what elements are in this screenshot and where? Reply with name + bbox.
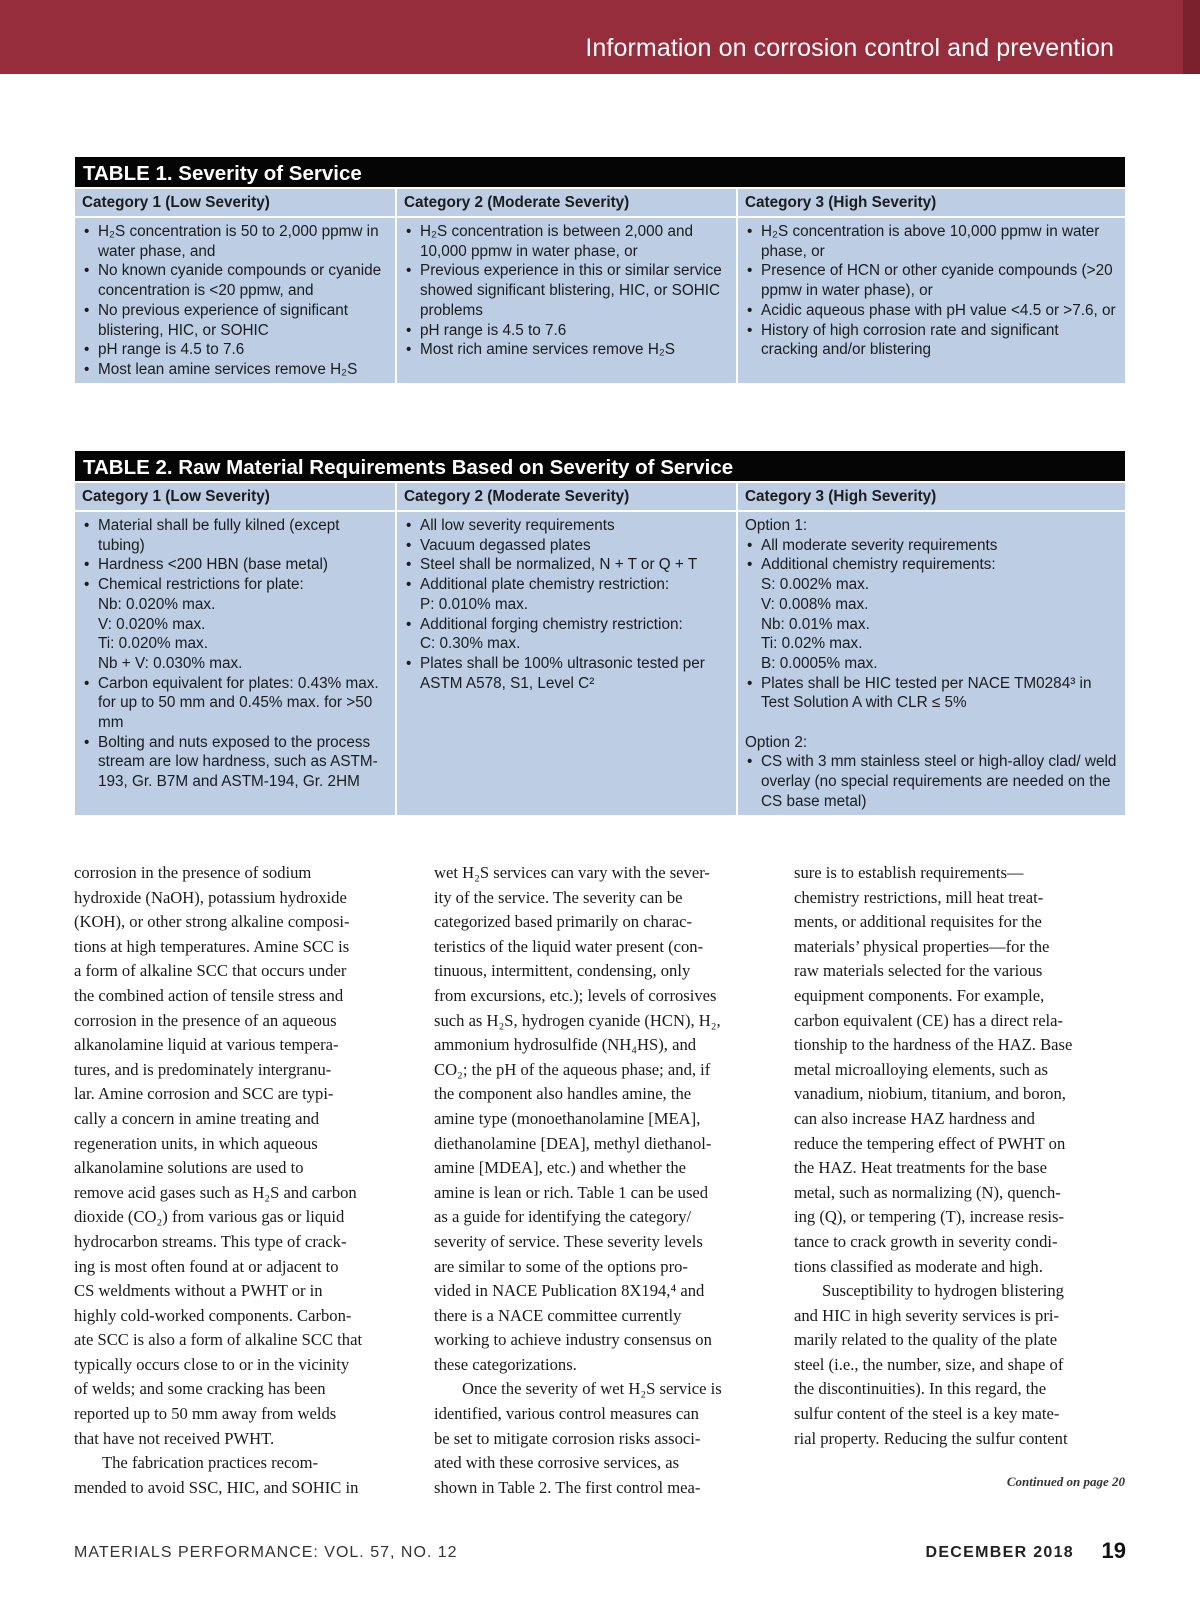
list-item-text: Plates shall be 100% ultrasonic tested per ASTM A578, S1, Level C² (420, 654, 705, 692)
paragraph: sure is to establish requirements— chemistry restrictions, mill heat treat- ments, or additional requisites for the materials’ physical properties—for the raw materials selected for the various equipment components. For example, carbon equivalent (CE) has a direct rela- tionship to the hardness of the HAZ. Base metal microalloying elements, such as vanadium, niobium, titanium, and boron, can also increase HAZ hardness and reduce the tempering effect of PWHT on the HAZ. Heat treatments for the base metal, such as normalizing (N), quench- ing (Q), or tempering (T), increase resis- tance to crack growth in severity condi- tions classified as moderate and high. (794, 863, 1073, 1276)
list-item-subline: Ti: 0.020% max. (98, 635, 208, 653)
option-2-label: Option 2: (745, 733, 808, 751)
option-1-label: Option 1: (745, 517, 808, 534)
table-title: TABLE 2. Raw Material Requirements Based on Severity of Service (75, 451, 1125, 481)
table-header-row (75, 483, 1125, 510)
list-item-text: Material shall be fully kilned (except tubing) (98, 517, 340, 554)
list-item-text: Additional forging chemistry restriction: (420, 615, 683, 633)
list-item-text: Carbon equivalent for plates: 0.43% max. for up to 50 mm and 0.45% max. for >50 mm (98, 674, 379, 732)
requirements-list (82, 516, 388, 792)
list-item-subline: Nb + V: 0.030% max. (98, 654, 243, 672)
body-column-2 (434, 861, 769, 1500)
list-item (404, 555, 729, 575)
header-tab-strip (1183, 0, 1200, 74)
list-item: • pH range is 4.5 to 7.6 (82, 340, 388, 360)
list-item-subline: C: 0.30% max. (420, 635, 521, 653)
list-item (745, 674, 1118, 713)
table-body-row (75, 512, 1125, 815)
list-item (745, 555, 1118, 673)
list-item-subline: B: 0.0005% max. (761, 654, 878, 672)
list-item-text: Hardness <200 HBN (base metal) (98, 556, 328, 574)
table-body-row (75, 218, 1125, 383)
list-item: • No known cyanide compounds or cyanide concentration is <20 ppmw, and (82, 261, 388, 300)
cell-category-3 (738, 512, 1125, 815)
header-title: Information on corrosion control and prevention (585, 34, 1114, 62)
column-header-category-2: Category 2 (Moderate Severity) (397, 483, 736, 510)
header-banner (0, 0, 1200, 74)
column-header-category-1: Category 1 (Low Severity) (75, 483, 395, 510)
paragraph: The fabrication practices recom- mended to avoid SSC, HIC, and SOHIC in (74, 1453, 359, 1497)
paragraph: wet H₂S services can vary with the sever- ity of the service. The severity can be categorized based primarily on charac- teristics of the liquid water present (con- tinuous, intermittent, condensing, only from excursions, etc.); levels of corrosives such as H₂S, hydrogen cyanide (HCN), H₂, ammonium hydrosulfide (NH₄HS), and CO₂; the pH of the aqueous phase; and, if the component also handles amine, the amine type (monoethanolamine [MEA], diethanolamine [DEA], methyl diethanol- amine [MDEA], etc.) and whether the amine is lean or rich. Table 1 can be used as a guide for identifying the category/ severity of service. These severity levels are similar to some of the options pro- vided in NACE Publication 8X194,⁴ and there is a NACE committee currently working to achieve industry consensus on these categorizations. (434, 863, 721, 1374)
list-item (82, 733, 388, 792)
list-item-text: Steel shall be normalized, N + T or Q + T (420, 556, 698, 574)
table-severity-of-service (75, 157, 1125, 383)
spacer (745, 713, 1118, 733)
column-header-category-1: Category 1 (Low Severity) (75, 189, 395, 216)
list-item-subline: V: 0.020% max. (98, 615, 206, 633)
list-item: • Most rich amine services remove H₂S (404, 340, 729, 360)
list-item-text: Additional chemistry requirements: (761, 556, 996, 574)
list-item-text: CS with 3 mm stainless steel or high-alloy clad/ weld overlay (no special requirements are needed on the CS base metal) (761, 753, 1117, 810)
list-item (82, 555, 388, 575)
list-item: • No previous experience of significant blistering, HIC, or SOHIC (82, 301, 388, 340)
list-item-text: Additional plate chemistry restriction: (420, 576, 670, 594)
table-header-row (75, 189, 1125, 216)
column-header-category-3: Category 3 (High Severity) (738, 483, 1125, 510)
list-item (404, 654, 729, 693)
paragraph: Susceptibility to hydrogen blistering and HIC in high severity services is pri- marily related to the quality of the plate steel (i.e., the number, size, and shape of the discontinuities). In this regard, the sulfur content of the steel is a key mate- rial property. Reducing the sulfur content (794, 1281, 1068, 1448)
list-item (404, 615, 729, 654)
list-item: • H₂S concentration is above 10,000 ppmw in water phase, or (745, 222, 1118, 261)
list-item: • Presence of HCN or other cyanide compounds (>20 ppmw in water phase), or (745, 261, 1118, 300)
list-item-subline: S: 0.002% max. (761, 576, 869, 594)
continued-note: Continued on page 20 (1006, 1474, 1125, 1489)
list-item: • H₂S concentration is 50 to 2,000 ppmw in water phase, and (82, 222, 388, 261)
list-item: • Previous experience in this or similar service showed significant blistering, HIC, or SOHIC problems (404, 261, 729, 320)
list-item: • History of high corrosion rate and significant cracking and/or blistering (745, 321, 1118, 360)
list-item-subline: V: 0.008% max. (761, 595, 869, 613)
page-number: 19 (1101, 1538, 1126, 1563)
list-item-subline: Ti: 0.02% max. (761, 635, 863, 653)
list-item (404, 575, 729, 614)
list-item (82, 516, 388, 555)
list-item-text: All low severity requirements (420, 517, 615, 534)
list-item: • pH range is 4.5 to 7.6 (404, 321, 729, 341)
list-item-text: All moderate severity requirements (761, 536, 998, 554)
footer-publication: MATERIALS PERFORMANCE: VOL. 57, NO. 12 (74, 1544, 458, 1561)
list-item-text: Bolting and nuts exposed to the process stream are low hardness, such as ASTM-193, Gr. B7M and ASTM-194, Gr. 2HM (98, 733, 378, 791)
option-1-list (745, 536, 1118, 713)
list-item (404, 536, 729, 556)
cell-category-1 (75, 512, 395, 815)
list-item (745, 536, 1118, 556)
list-item-subline: Nb: 0.020% max. (98, 595, 216, 613)
footer-date: DECEMBER 2018 (925, 1544, 1074, 1561)
list-item (745, 752, 1118, 811)
list-item: • Most lean amine services remove H₂S (82, 360, 388, 380)
list-item (82, 674, 388, 733)
cell-category-2 (397, 512, 736, 815)
paragraph: corrosion in the presence of sodium hydroxide (NaOH), potassium hydroxide (KOH), or other strong alkaline composi- tions at high temperatures. Amine SCC is a form of alkaline SCC that occurs under the combined action of tensile stress and corrosion in the presence of an aqueous alkanolamine liquid at various tempera- tures, and is predominately intergranu- lar. Amine corrosion and SCC are typi- cally a concern in amine treating and regeneration units, in which aqueous alkanolamine solutions are used to remove acid gases such as H₂S and carbon dioxide (CO₂) from various gas or liquid hydrocarbon streams. This type of crack- ing is most often found at or adjacent to CS weldments without a PWHT or in highly cold-worked components. Carbon- ate SCC is also a form of alkaline SCC that typically occurs close to or in the vicinity of welds; and some cracking has been reported up to 50 mm away from welds that have not received PWHT. (74, 863, 363, 1448)
column-header-category-3: Category 3 (High Severity) (738, 189, 1125, 216)
list-item (404, 516, 729, 536)
column-header-category-2: Category 2 (Moderate Severity) (397, 189, 736, 216)
requirements-list (404, 516, 729, 693)
cell-category-3 (738, 218, 1125, 383)
cell-category-2 (397, 218, 736, 383)
body-column-3 (794, 861, 1126, 1451)
option-2-list (745, 752, 1118, 811)
cell-category-1 (75, 218, 395, 383)
list-item: • Acidic aqueous phase with pH value <4.5 or >7.6, or (745, 301, 1118, 321)
list-item-subline: P: 0.010% max. (420, 595, 528, 613)
body-column-1 (74, 861, 406, 1500)
list-item-text: Chemical restrictions for plate: (98, 576, 304, 594)
list-item-text: Vacuum degassed plates (420, 536, 591, 554)
list-item-text: Plates shall be HIC tested per NACE TM0284³ in Test Solution A with CLR ≤ 5% (761, 674, 1092, 712)
paragraph: Once the severity of wet H₂S service is identified, various control measures can be set to mitigate corrosion risks associ- ated with these corrosive services, as shown in Table 2. The first control mea- (434, 1379, 722, 1497)
list-item (82, 575, 388, 674)
list-item: • H₂S concentration is between 2,000 and 10,000 ppmw in water phase, or (404, 222, 729, 261)
table-title: TABLE 1. Severity of Service (75, 157, 1125, 187)
table-raw-material-requirements (75, 451, 1125, 815)
list-item-subline: Nb: 0.01% max. (761, 615, 870, 633)
